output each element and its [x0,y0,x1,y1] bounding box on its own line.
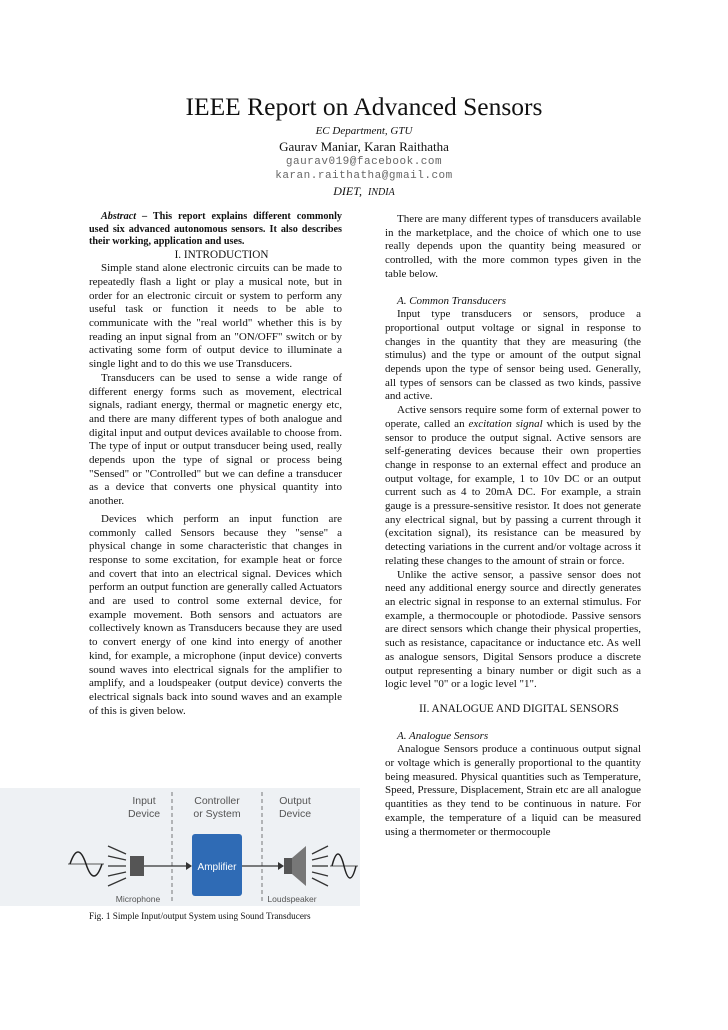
active-para [385,404,641,568]
analogue-para: Analogue Sensors produce a continuous output signal or voltage which is generally proportional to the quantity being measured. Physical quantities such as Temperature, Speed, Pressure, Displacement, Strain etc are all analogue quantities as they tend to be continuous in nature. For example, the temperature of a liquid can be measured using a thermometer or thermocouple [385,743,641,838]
fig-output-label-2: Device [278,808,312,820]
abstract-text: – This report explains different commonly used six advanced autonomous sensors. It also describes their working, application and uses. [89,211,342,247]
country: INDIA [368,187,395,198]
subsection-analogue: A. Analogue Sensors [397,729,489,742]
loudspeaker-label: Loudspeaker [267,894,317,904]
amplifier-label: Amplifier [197,862,237,873]
fig-input-label-2: Device [127,808,161,820]
common-para-1: Input type transducers or sensors, produce a proportional output voltage or signal in response to changes in the quantity that they are measuring (the stimulus) and the type or amount of the output signal depends upon the type of sensor being used. Generally, all types of sensors can be classed as two kinds, passive and active. [385,308,641,403]
intro-para-3: Devices which perform an input function are commonly called Sensors because they "sense" a physical change in some characteristic that changes in response to some excitation, for example heat or force and covert that into an electrical signal. Devices which perform an output function are generally called Actuators and are used to control some external device, for example movement. Both sensors and actuators are collectively known as Transducers because they are used to convert energy of one kind into energy of another kind, for example, a microphone (input device) converts sound waves into electrical signals for the amplifier to amplify, and a loudspeaker (output device) converts the electrical signals back into sound waves and an example of this is given below. [89,512,342,717]
section-2-heading: II. ANALOGUE AND DIGITAL SENSORS [419,702,619,715]
institute-line: DIET, INDIA [333,184,395,198]
active-text-1: Active sensors require some form of external power to operate, called an [385,404,641,430]
abstract-label: Abstract [101,211,137,222]
fig-input-label: Input [132,795,156,807]
right-intro: There are many different types of transducers available in the marketplace, and the choice of which one to use really depends upon the quantity being measured or controlled, with the more common types given in the table below. [385,213,641,280]
microphone-icon [130,856,144,876]
authors: Gaurav Maniar, Karan Raithatha [279,139,449,154]
figure-caption: Fig. 1 Simple Input/output System using Sound Transducers [89,911,311,921]
intro-para-2: Transducers can be used to sense a wide range of different energy forms such as movement, electrical signals, radiant energy, thermal or magnetic energy etc, and there are many different types of both analogue and digital input and output devices available to choose from. The type of input or output transducer being used, really depends upon the type of signal or process being "Sensed" or "Controlled" but we can define a transducer as a device that converts one physical quantity into another. [89,371,342,508]
abstract [89,211,342,249]
fig-controller-label-2: or System [193,808,241,820]
active-text-2: which is used by the sensor to produce the output signal. Active sensors are self-generating devices because their own properties change in response to an external effect and produce an output voltage, for example, 1 to 10v DC or an output current such as 4 to 20mA DC. For example, a strain gauge is a pressure-sensitive resistor. It does not generate any electrical signal, but by passing a current through it (excitation signal), its resistance can be measured by detecting variations in the current and/or voltage across it relating these changes to the amount of strain or force. [385,417,641,567]
loudspeaker-icon [284,858,292,874]
email-1[interactable]: gaurav019@facebook.com [285,156,443,168]
subsection-common-transducers: A. Common Transducers [397,294,507,307]
microphone-label: Microphone [115,894,161,904]
figure-1 [0,788,360,906]
paper-title: IEEE Report on Advanced Sensors [185,92,543,121]
fig-controller-label: Controller [194,795,240,807]
email-2[interactable]: karan.raithatha@gmail.com [275,170,453,182]
right-column [385,213,641,839]
section-1-heading: I. INTRODUCTION [174,248,269,261]
intro-para-1: Simple stand alone electronic circuits can be made to repeatedly flash a light or play a musical note, but in order for an electronic circuit or system to perform any useful task or function it needs to be able to communicate with the "real world" whether this is by reading an input signal from an "ON/OFF" switch or by activating some form of output device to illuminate a single light and to do this we use Transducers. [89,262,342,371]
department: EC Department, GTU [315,125,413,137]
fig-output-label: Output [279,795,311,807]
left-column [89,211,342,718]
institute: DIET [333,184,360,198]
passive-para: Unlike the active sensor, a passive sensor does not need any additional energy source and directly generates an electric signal in response to an external stimulus. For example, a thermocouple or photodiode. Passive sensors are direct sensors which change their physical properties, such as resistance, capacitance or inductance etc. As well as analogue sensors, Digital Sensors produce a discrete output representing a binary number or digit such as a logic level "0" or a logic level "1". [385,568,641,691]
active-emph: excitation signal [468,417,543,430]
